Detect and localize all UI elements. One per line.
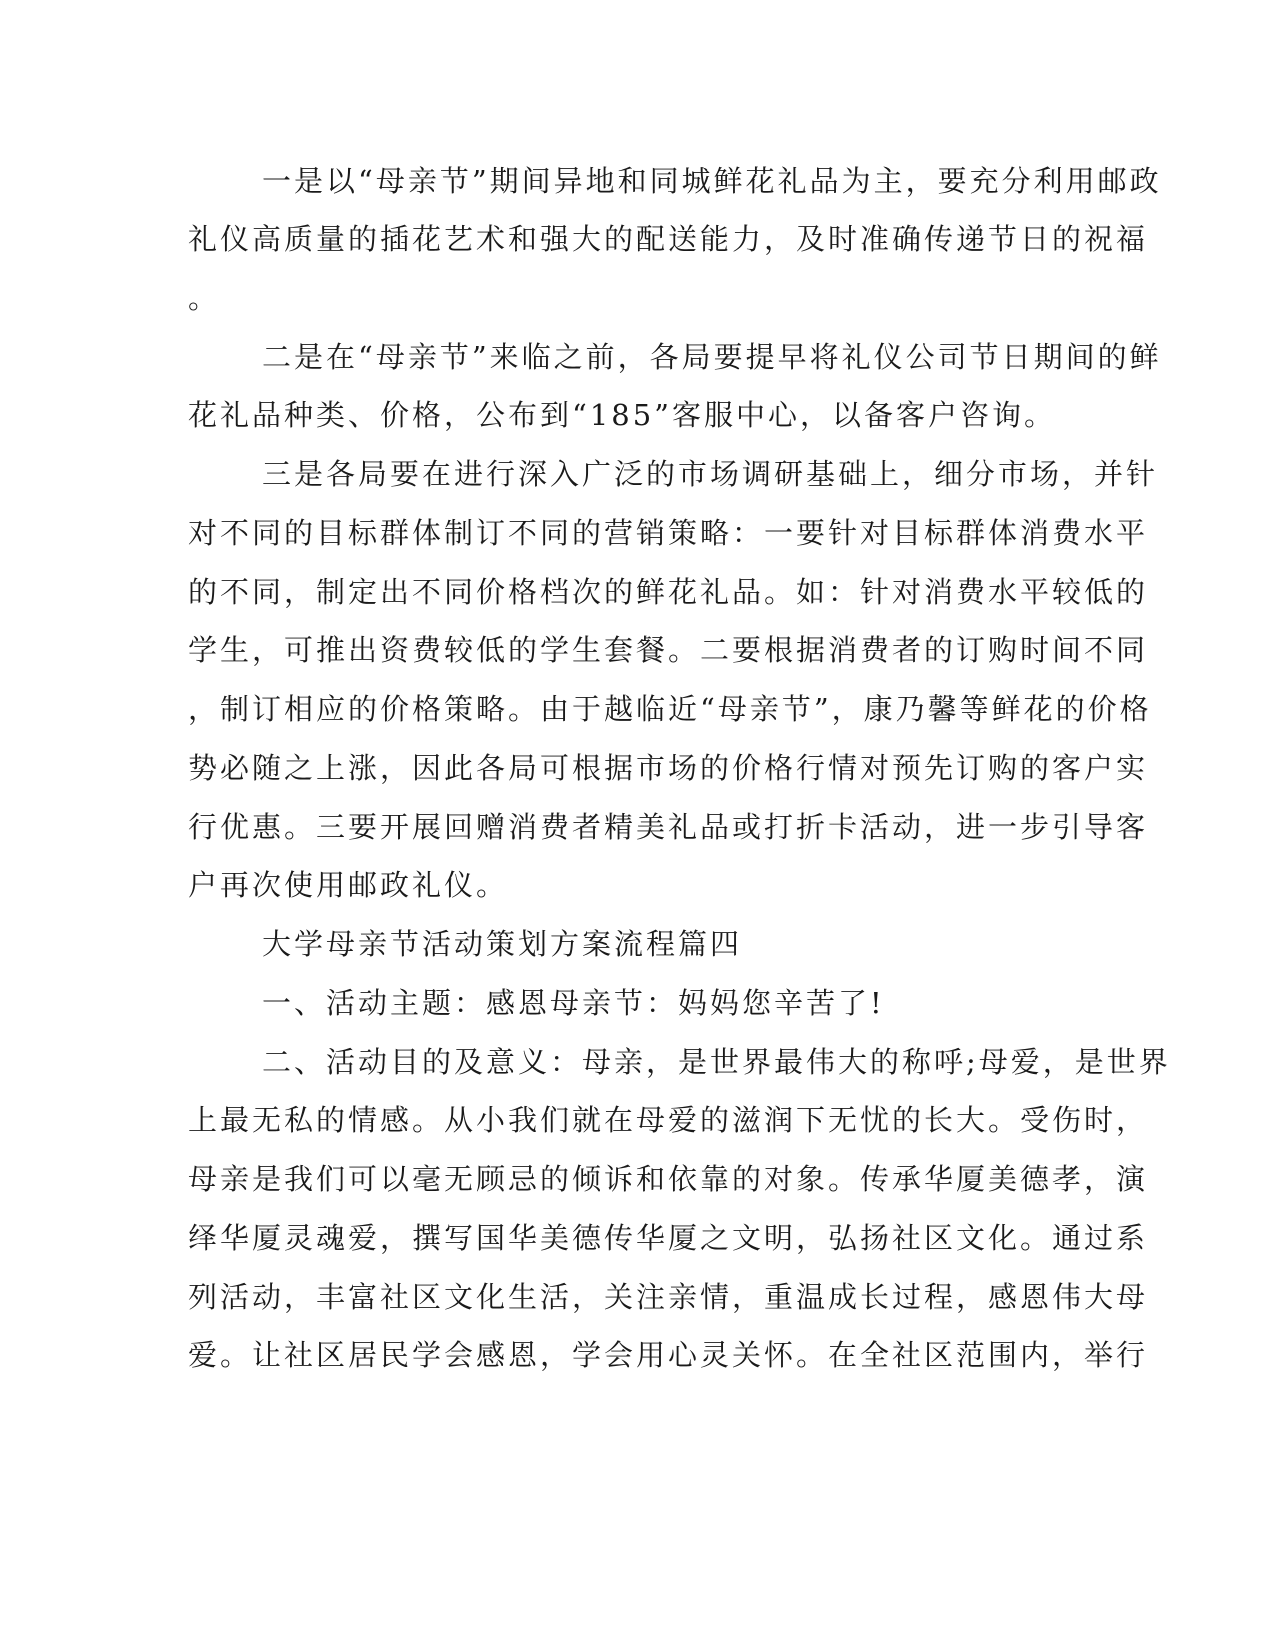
section-heading: 大学母亲节活动策划方案流程篇四 (262, 927, 743, 961)
paragraph-1-line-2: 礼仪高质量的插花艺术和强大的配送能力，及时准确传递节日的祝福 (188, 222, 1149, 256)
paragraph-3-line-8: 户再次使用邮政礼仪。 (188, 868, 509, 902)
paragraph-3-line-2: 对不同的目标群体制订不同的营销策略：一要针对目标群体消费水平 (188, 516, 1149, 550)
paragraph-3-line-4: 学生，可推出资费较低的学生套餐。二要根据消费者的订购时间不同 (188, 633, 1149, 667)
paragraph-3-line-5: ，制订相应的价格策略。由于越临近“母亲节”，康乃馨等鲜花的价格 (188, 692, 1152, 726)
paragraph-3-line-3: 的不同，制定出不同价格档次的鲜花礼品。如：针对消费水平较低的 (188, 575, 1149, 609)
paragraph-5-line-2: 上最无私的情感。从小我们就在母爱的滋润下无忧的长大。受伤时， (188, 1103, 1149, 1137)
paragraph-1-line-3: 。 (188, 281, 221, 315)
paragraph-2-line-1: 二是在“母亲节”来临之前，各局要提早将礼仪公司节日期间的鲜 (262, 340, 1162, 374)
paragraph-5-line-6: 爱。让社区居民学会感恩，学会用心灵关怀。在全社区范围内，举行 (188, 1338, 1149, 1372)
paragraph-3-line-1: 三是各局要在进行深入广泛的市场调研基础上，细分市场，并针 (262, 457, 1159, 491)
activity-theme: 一、活动主题：感恩母亲节：妈妈您辛苦了! (262, 986, 885, 1020)
paragraph-3-line-7: 行优惠。三要开展回赠消费者精美礼品或打折卡活动，进一步引导客 (188, 810, 1149, 844)
paragraph-5-line-1: 二、活动目的及意义：母亲，是世界最伟大的称呼;母爱，是世界 (262, 1045, 1171, 1079)
paragraph-5-line-3: 母亲是我们可以毫无顾忌的倾诉和依靠的对象。传承华厦美德孝，演 (188, 1162, 1149, 1196)
paragraph-5-line-5: 列活动，丰富社区文化生活，关注亲情，重温成长过程，感恩伟大母 (188, 1280, 1149, 1314)
paragraph-3-line-6: 势必随之上涨，因此各局可根据市场的价格行情对预先订购的客户实 (188, 751, 1149, 785)
paragraph-1-line-1: 一是以“母亲节”期间异地和同城鲜花礼品为主，要充分利用邮政 (262, 164, 1162, 198)
paragraph-5-line-4: 绎华厦灵魂爱，撰写国华美德传华厦之文明，弘扬社区文化。通过系 (188, 1221, 1149, 1255)
paragraph-2-line-2: 花礼品种类、价格，公布到“185”客服中心，以备客户咨询。 (188, 398, 1057, 432)
